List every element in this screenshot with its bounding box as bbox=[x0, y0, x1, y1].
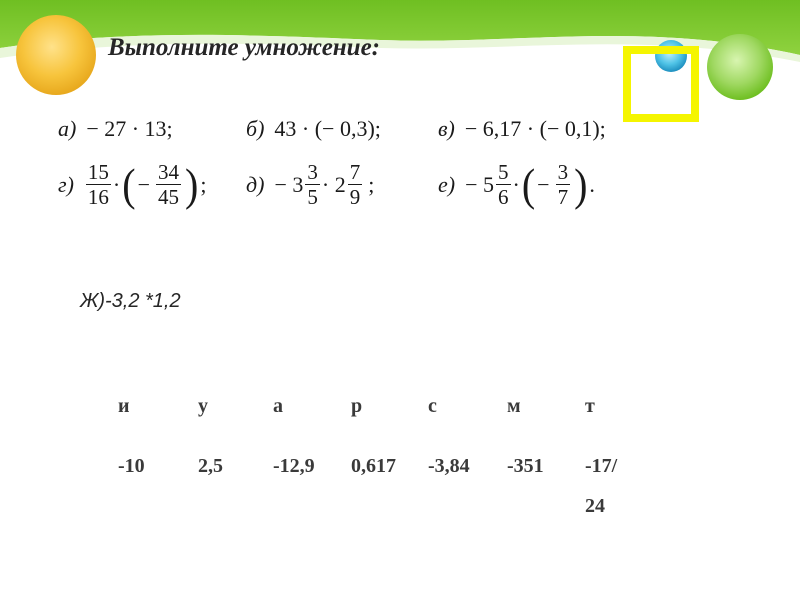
fraction: $\frac{15}{16}$ bbox=[87, 160, 109, 209]
answer-value-cont: 24 bbox=[585, 495, 605, 517]
exercise-text: − 6,17 · (− 0,1); bbox=[464, 116, 606, 141]
exercise-text: 43 · (− 0,3); bbox=[274, 116, 381, 141]
yellow-square-icon bbox=[623, 46, 699, 122]
green-ball-decoration bbox=[707, 34, 773, 100]
answer-value: -10 bbox=[118, 455, 145, 477]
exercise-b bbox=[246, 116, 381, 142]
exercise-e: д) − 3 $\frac{3}{5}$ · 2 $\frac{7}{9}$ ; bbox=[246, 160, 375, 209]
exercise-label: а) bbox=[58, 116, 77, 141]
exercise-a bbox=[58, 116, 173, 142]
exercise-f: е) − 5 $\frac{5}{6}$ · ( − $\frac{3}{7}$ ) . bbox=[438, 158, 595, 210]
exercise-label: е) bbox=[438, 171, 456, 197]
answer-letter: м bbox=[507, 395, 521, 417]
fraction: $\frac{5}{6}$ bbox=[498, 160, 509, 209]
answer-value: -12,9 bbox=[273, 455, 315, 477]
exercise-label: б) bbox=[246, 116, 265, 141]
exercise-label: в) bbox=[438, 116, 455, 141]
exercise-d: г) $\frac{15}{16}$ · ( − $\frac{34}{45}$ ) ; bbox=[58, 158, 207, 210]
exercise-label: г) bbox=[58, 171, 74, 197]
answer-value: -3,84 bbox=[428, 455, 470, 477]
fraction: $\frac{34}{45}$ bbox=[158, 160, 179, 209]
fraction: $\frac{7}{9}$ bbox=[349, 160, 361, 209]
answer-letter: и bbox=[118, 395, 130, 417]
fraction: $\frac{3}{5}$ bbox=[307, 160, 318, 209]
answer-letter: у bbox=[198, 395, 208, 417]
answer-value: -17/ bbox=[585, 455, 618, 477]
fraction: $\frac{3}{7}$ bbox=[557, 160, 569, 209]
exercise-text: − 27 · 13; bbox=[86, 116, 173, 141]
answer-value: -351 bbox=[507, 455, 544, 477]
page-title: Выполните умножение: bbox=[108, 34, 381, 61]
exercise-c bbox=[438, 116, 606, 142]
answer-letter: т bbox=[585, 395, 595, 417]
answer-letter: а bbox=[273, 395, 283, 417]
exercise-label: д) bbox=[246, 171, 265, 197]
exercise-g: Ж)-3,2 *1,2 bbox=[80, 290, 181, 312]
answer-letter: р bbox=[351, 395, 363, 417]
answer-letter: с bbox=[428, 395, 437, 417]
orange-ball-decoration bbox=[16, 15, 96, 95]
answer-value: 0,617 bbox=[351, 455, 396, 477]
answer-value: 2,5 bbox=[198, 455, 223, 477]
